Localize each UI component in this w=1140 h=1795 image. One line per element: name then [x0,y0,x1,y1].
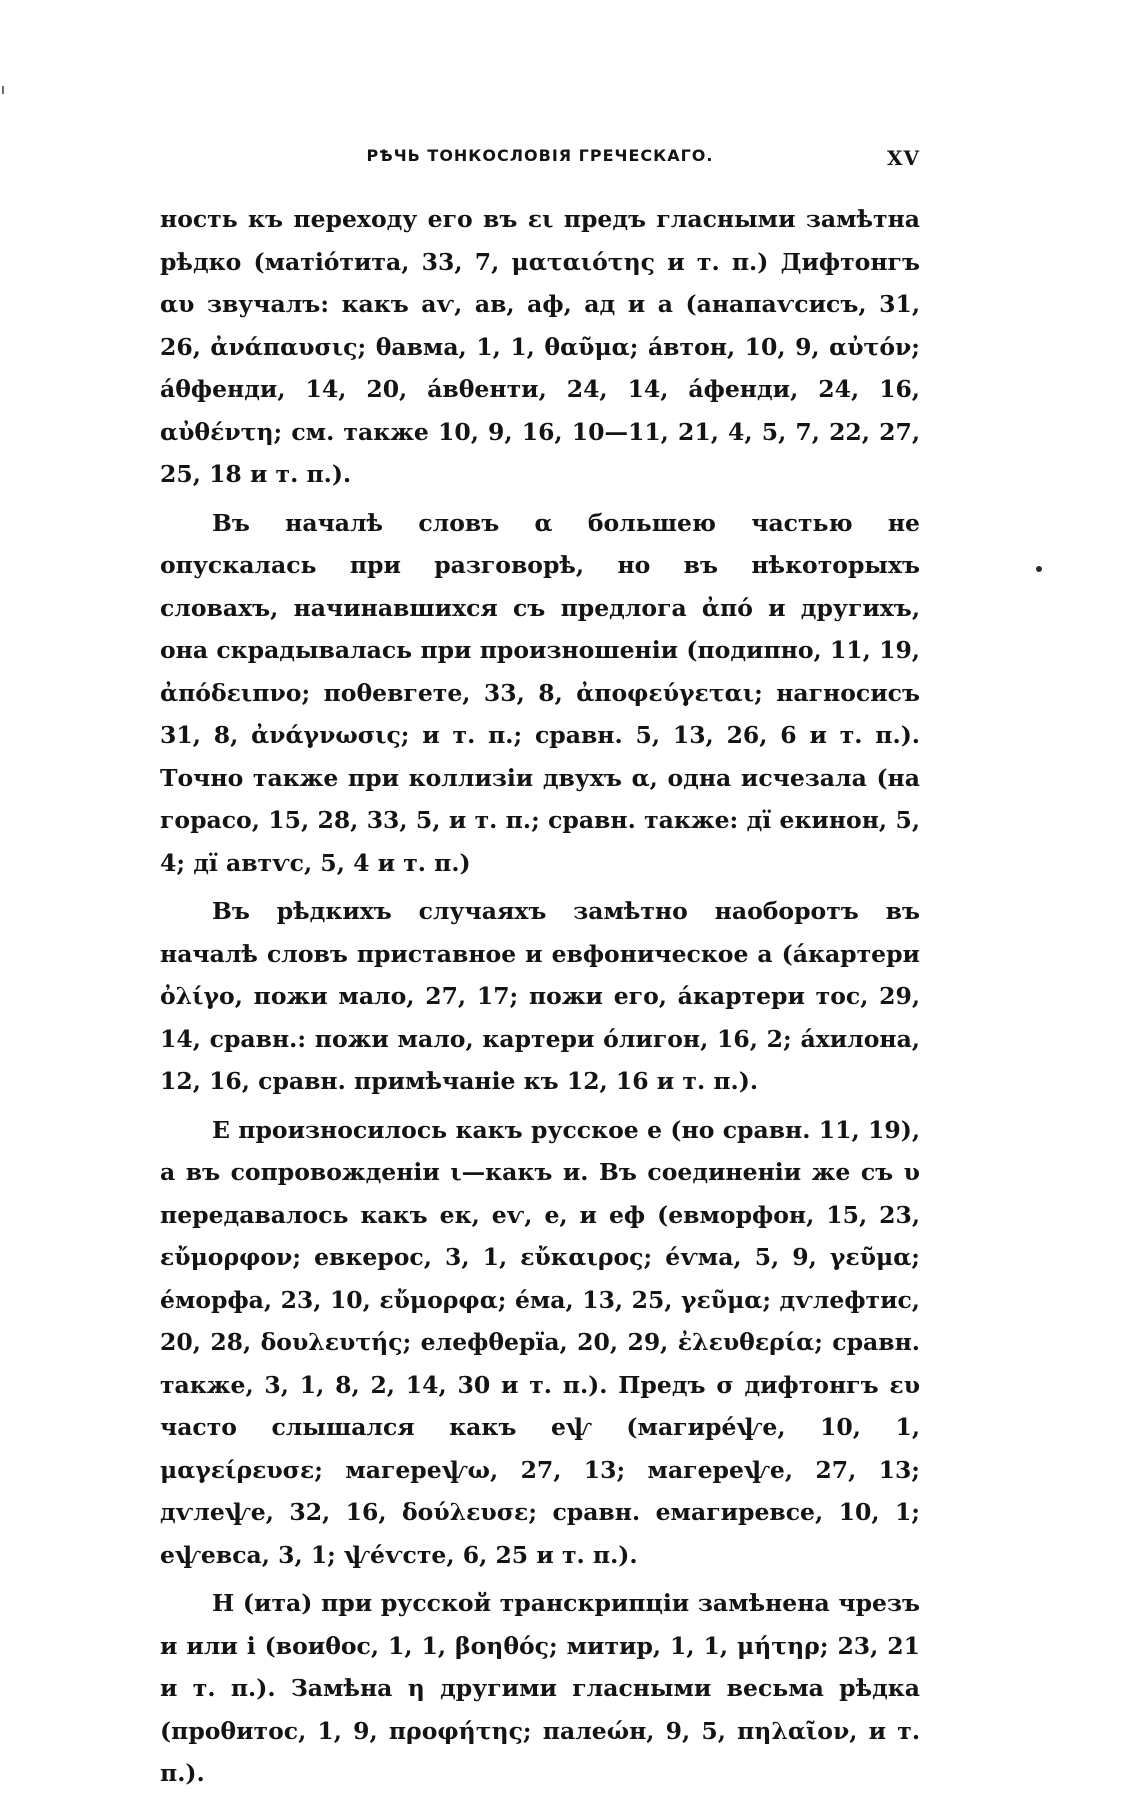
ink-speck [1036,566,1042,572]
running-title: РѢЧЬ ТОНКОСЛОВІЯ ГРЕЧЕСКАГО. [366,146,714,165]
paragraph-2: Въ началѣ словъ α большею частью не опускалась при разговорѣ, но въ нѣкоторыхъ словахъ, начинавшихся съ предлога ἀπό и другихъ, она скрадывалась при произношеніи (подипно, 11, 19, ἀπόδειπνο; поθевгете, 33, 8, ἀποφεύγεται; нагносисъ 31, 8, ἀνάγνωσις; и т. п.; сравн. 5, 13, 26, 6 и т. п.). Точно также при коллизіи двухъ α, одна исчезала (на горасо, 15, 28, 33, 5, и т. п.; сравн. также: дї екинон, 5, 4; дї автѵс, 5, 4 и т. п.) [160,508,920,877]
running-head [160,146,920,176]
paragraph-4: Е произносилось какъ русское е (но сравн. 11, 19), а въ сопровожденіи ι—какъ и. Въ соединеніи же съ υ передавалось какъ ек, еѵ, е, и еф (евморфон, 15, 23, εὔμορφον; евкерос, 3, 1, εὔκαιρος; éѵма, 5, 9, γεῦμα; éморфа, 23, 10, εὔμορφα; éма, 13, 25, γεῦμα; дѵлефтис, 20, 28, δουλευτής; елефθерïа, 20, 29, ἐλευθερία; сравн. также, 3, 1, 8, 2, 14, 30 и т. п.). Предъ σ дифтонгъ ευ часто слышался какъ еѱ (магирéѱе, 10, 1, μαγείρευσε; магереѱω, 27, 13; магереѱе, 27, 13; дѵлеѱе, 32, 16, δούλευσε; сравн. емагиревсе, 10, 1; еѱевса, 3, 1; ѱéѵсте, 6, 25 и т. п.). [160,1115,920,1569]
body-text [160,198,920,1795]
scan-edge-mark [2,86,4,94]
paragraph-3: Въ рѣдкихъ случаяхъ замѣтно наоборотъ въ началѣ словъ приставное и евфоническое а (áкартери ὀλίγο, пожи мало, 27, 17; пожи его, áкартери тоc, 29, 14, сравн.: пожи мало, картери óлигон, 16, 2; áхилона, 12, 16, сравн. примѣчаніе къ 12, 16 и т. п.). [160,897,920,1095]
paragraph-5: Н (ита) при русской транскрипціи замѣнена чрезъ и или і (воиθос, 1, 1, βοηθός; митир, 1, 1, μήτηρ; 23, 21 и т. п.). Замѣна η другими гласными весьма рѣдка (проθитос, 1, 9, προφήτης; палеώн, 9, 5, πηλαῖον, и т. п.). [160,1589,920,1787]
paragraph-1: ность къ переходу его въ ει предъ гласными замѣтна рѣдко (матіóтита, 33, 7, ματαιότης и т. п.) Дифтонгъ αυ звучалъ: какъ аѵ, ав, аф, ад и а (анапаѵсисъ, 31, 26, ἀνάπαυσις; θавма, 1, 1, θαῦμα; áвтон, 10, 9, αὐτόν; áθфенди, 14, 20, áвθенти, 24, 14, áфенди, 24, 16, αὐθέντη; см. также 10, 9, 16, 10—11, 21, 4, 5, 7, 22, 27, 25, 18 и т. п.). [160,205,920,488]
page-number: XV [886,146,920,170]
